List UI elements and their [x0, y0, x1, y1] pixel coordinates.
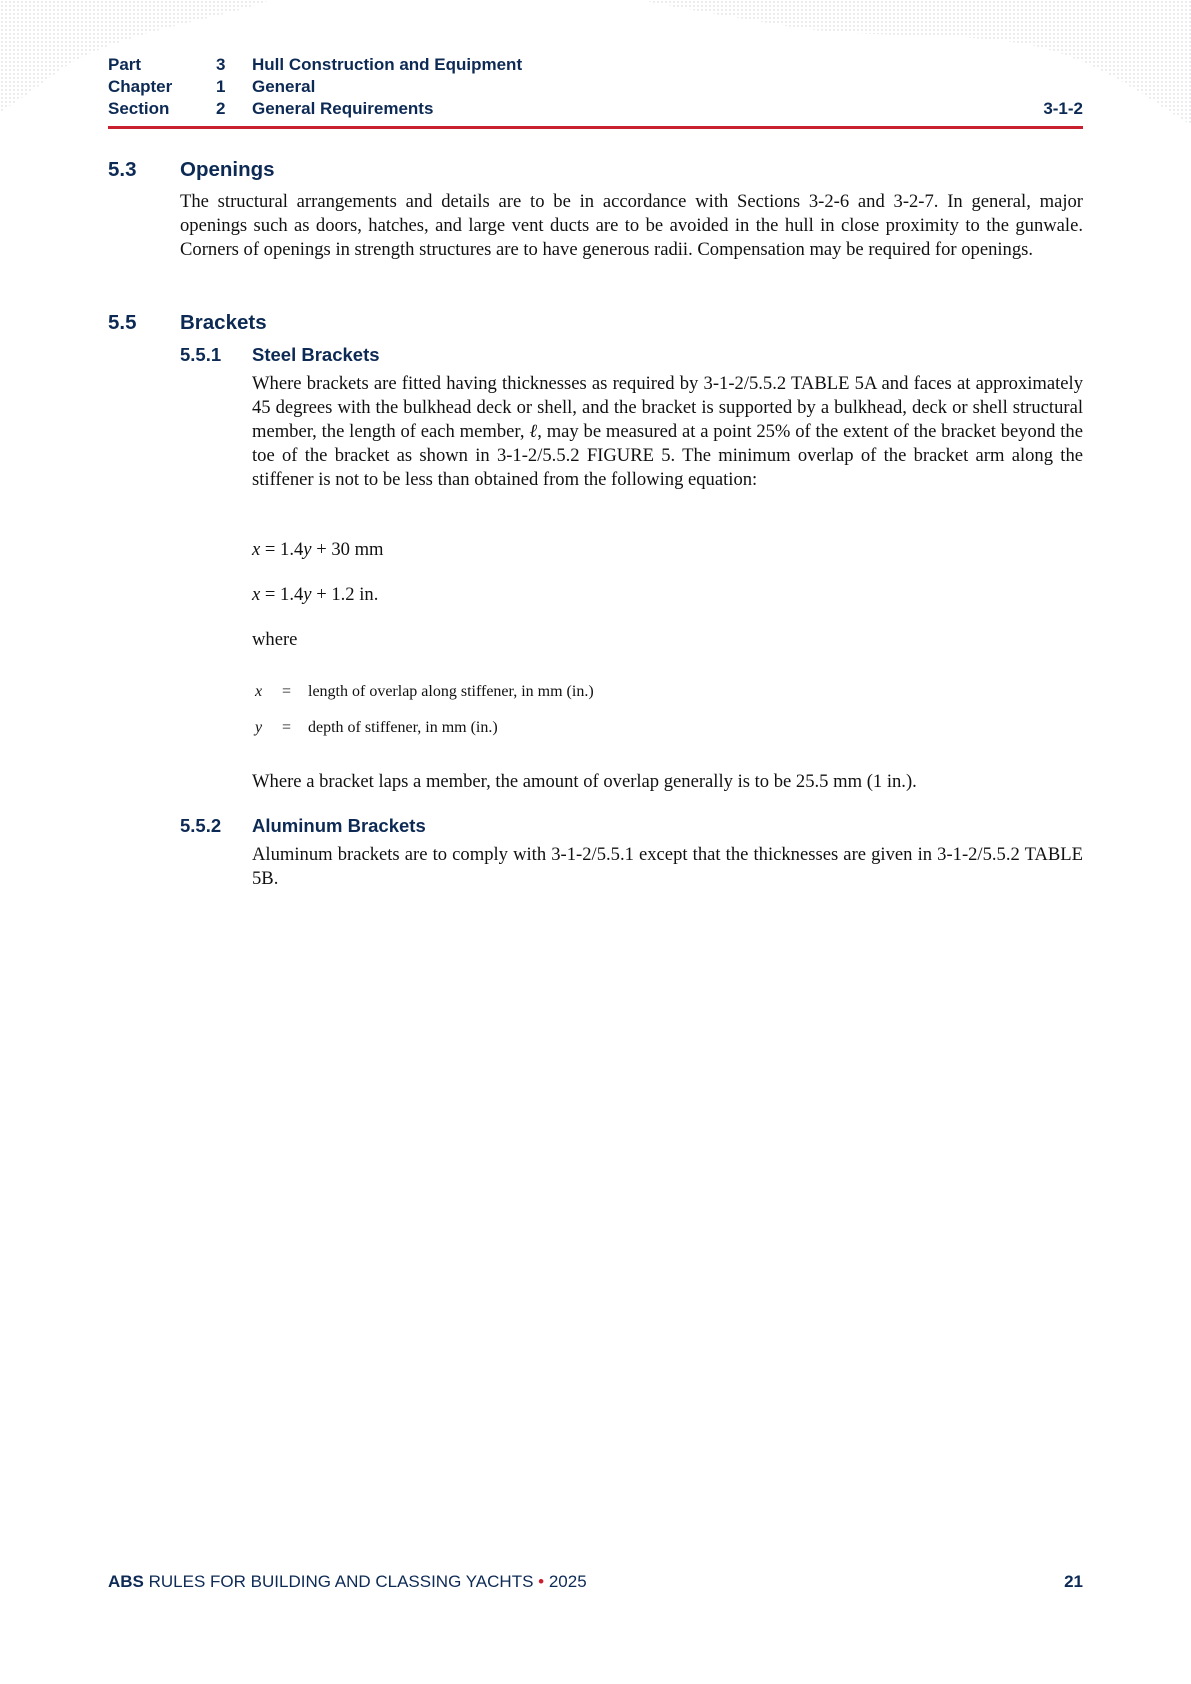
equation-imperial-var: y [303, 584, 312, 605]
equation-metric-var: y [303, 539, 312, 560]
header-chapter-row [108, 76, 1083, 98]
equation-imperial [252, 584, 378, 606]
header-section-number: 2 [216, 99, 226, 118]
definition-x-equals: = [282, 683, 292, 700]
heading-5-5-number: 5.5 [108, 311, 137, 334]
heading-5-3-number: 5.3 [108, 158, 137, 181]
equation-metric [252, 539, 384, 561]
paragraph-overlap-note: Where a bracket laps a member, the amount of overlap generally is to be 25.5 mm (1 in.). [252, 771, 917, 792]
running-footer [108, 1572, 1083, 1594]
equation-imperial-lhs: x [252, 584, 261, 605]
heading-5-3-title: Openings [180, 158, 275, 181]
ell-symbol: ℓ [529, 421, 538, 442]
footer-title: RULES FOR BUILDING AND CLASSING YACHTS [143, 1572, 539, 1591]
header-chapter-number: 1 [216, 77, 226, 96]
paragraph-steel-brackets-part-a: Where brackets are fitted having thicknesses as required by 3-1-2/5.5.2 TABLE 5A and faces at approximately 45 degrees with the bulkhead deck or shell, and the bracket is supported by a bulkhead, deck or shell structural member, the length of each member, [252, 373, 1083, 442]
heading-5-5-2-title: Aluminum Brackets [252, 815, 426, 836]
equation-metric-lhs: x [252, 539, 261, 560]
definition-x-text: length of overlap along stiffener, in mm (in.) [308, 683, 594, 700]
paragraph-steel-brackets-part-b: , may be measured at a point 25% of the extent of the bracket beyond the toe of the bracket as shown in 3-1-2/5.5.2 FIGURE 5. The minimum overlap of the bracket arm along the stiffener is not to be less than obtained from the following equation: [252, 421, 1083, 490]
paragraph-steel-brackets [252, 372, 1083, 492]
heading-5-5-title: Brackets [180, 311, 267, 334]
page-number: 21 [1064, 1572, 1083, 1591]
header-part-label: Part [108, 55, 142, 74]
running-header [108, 54, 1083, 120]
where-label: where [252, 629, 298, 650]
heading-5-5-1-title: Steel Brackets [252, 344, 380, 365]
footer-bullet: • [538, 1572, 545, 1591]
definition-y-symbol: y [255, 719, 263, 736]
paragraph-aluminum-brackets: Aluminum brackets are to comply with 3-1-2/5.5.1 except that the thicknesses are given in 3-1-2/5.5.2 TABLE 5B. [252, 844, 1083, 889]
definition-y-text: depth of stiffener, in mm (in.) [308, 719, 498, 736]
header-part-row [108, 54, 1083, 76]
header-section-row [108, 98, 1083, 120]
paragraph-openings: The structural arrangements and details are to be in accordance with Sections 3-2-6 and 3-2-7. In general, major openings such as doors, hatches, and large vent ducts are to be avoided in the hull in close proximity to the gunwale. Corners of openings in strength structures are to have generous radii. Compensation may be required for openings. [180, 191, 1083, 260]
header-section-label: Section [108, 99, 170, 118]
equation-imperial-rhs: + 1.2 in. [311, 584, 379, 605]
header-chapter-title: General [252, 77, 316, 96]
header-chapter-label: Chapter [108, 77, 173, 96]
equation-imperial-coef: = 1.4 [260, 584, 304, 605]
footer-brand: ABS [108, 1572, 144, 1591]
equation-metric-rhs: + 30 mm [311, 539, 384, 560]
equation-metric-coef: = 1.4 [260, 539, 304, 560]
heading-5-5-1-number: 5.5.1 [180, 344, 222, 365]
definition-x-symbol: x [255, 683, 263, 700]
header-rule [108, 126, 1083, 129]
header-section-code: 3-1-2 [1043, 99, 1083, 118]
footer-year: 2025 [544, 1572, 587, 1591]
header-section-title: General Requirements [252, 99, 434, 118]
header-part-number: 3 [216, 55, 226, 74]
heading-5-5-2-number: 5.5.2 [180, 815, 222, 836]
definition-y-equals: = [282, 719, 292, 736]
header-part-title: Hull Construction and Equipment [252, 55, 523, 74]
